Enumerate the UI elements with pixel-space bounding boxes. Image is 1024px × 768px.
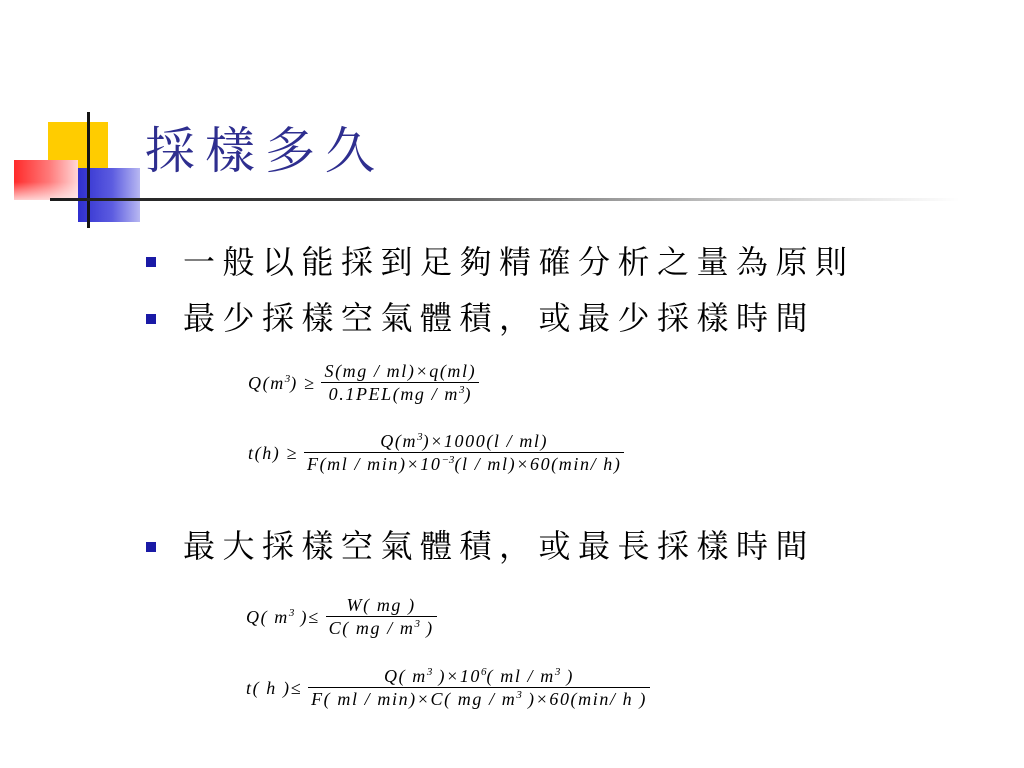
formula-max-volume (246, 595, 437, 638)
denominator (326, 383, 475, 404)
bullet-marker (146, 542, 156, 552)
superscript: 3 (426, 666, 433, 678)
slide-title: 採樣多久 (145, 123, 385, 179)
superscript: 3 (414, 618, 420, 630)
formula-text: C( mg / m (328, 618, 415, 638)
superscript: 3 (284, 372, 291, 385)
denominator (326, 617, 437, 638)
numerator (344, 595, 419, 616)
numerator (321, 361, 479, 382)
superscript: 3 (417, 431, 423, 443)
formula-min-time (248, 431, 624, 474)
formula-text: ) (420, 618, 434, 638)
formula-text: ) (464, 384, 473, 404)
formula-text: Q(m (380, 431, 418, 451)
formula-text: F(ml / min)×10 (306, 454, 442, 474)
bullet-text: 一般以能採到足夠精確分析之量為原則 (183, 244, 855, 280)
superscript: 3 (288, 606, 295, 619)
denominator (304, 453, 625, 474)
formula-min-volume (248, 361, 479, 404)
fraction (304, 431, 625, 474)
formula-lhs (248, 373, 315, 393)
numerator (381, 666, 577, 687)
formula-text: )×60(min/ h ) (521, 689, 647, 709)
formula-lhs (248, 443, 298, 463)
numerator (377, 431, 551, 452)
superscript: −3 (441, 454, 455, 466)
red-bar-decoration (14, 160, 78, 200)
bullet-text: 最少採樣空氣體積，或最少採樣時間 (183, 300, 816, 336)
superscript: 6 (481, 666, 487, 678)
formula-text: t( h )≤ (246, 677, 303, 698)
formula-text: ) ≥ (290, 372, 316, 393)
formula-text: t(h) ≥ (248, 442, 298, 463)
fraction (326, 595, 437, 638)
fraction (308, 666, 650, 709)
superscript: 3 (516, 689, 522, 701)
formula-lhs (246, 678, 302, 698)
bullet-text: 最大採樣空氣體積，或最長採樣時間 (183, 528, 816, 564)
formula-text: )×10 (432, 666, 482, 686)
formula-text: )×1000(l / ml) (422, 431, 549, 451)
formula-text: 0.1PEL(mg / m (328, 384, 459, 404)
formula-text: ) (560, 666, 575, 686)
title-underline (50, 198, 960, 201)
vertical-rule (87, 112, 90, 228)
formula-text: Q(m (248, 372, 285, 393)
formula-text: F( ml / min)×C( mg / m (311, 689, 517, 709)
formula-max-time (246, 666, 650, 709)
formula-text: Q( m (246, 606, 289, 627)
formula-text: Q( m (383, 666, 427, 686)
fraction (321, 361, 479, 404)
bullet-marker (146, 314, 156, 324)
formula-text: S(mg / ml)×q(ml) (324, 361, 477, 381)
formula-text: )≤ (294, 606, 320, 627)
formula-text: W( mg ) (346, 595, 416, 615)
denominator (308, 688, 650, 709)
formula-text: (l / ml)×60(min/ h) (454, 454, 622, 474)
bullet-marker (146, 257, 156, 267)
superscript: 3 (458, 384, 465, 396)
formula-text: ( ml / m (486, 666, 555, 686)
formula-lhs (246, 607, 320, 627)
superscript: 3 (554, 666, 561, 678)
